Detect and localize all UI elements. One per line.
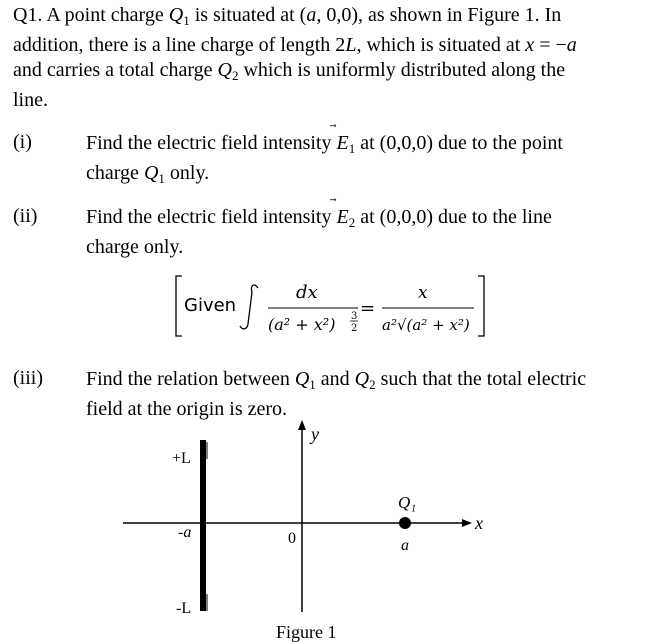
given-denominator-left: (a² + x²) <box>268 315 336 334</box>
y-axis-arrow-icon <box>298 420 306 430</box>
minus-L-label: -L <box>176 600 192 617</box>
part-ii-line-1: Find the electric field intensity E $_2$ at (0,0,0) due to the line <box>86 206 552 230</box>
given-numerator-left: dx <box>296 282 318 303</box>
part-iii-number: (iii) <box>13 367 43 389</box>
intro-line-2: addition, there is a line charge of length 2L, which is situated at x = −a <box>13 34 577 56</box>
svg-text:3: 3 <box>351 311 358 322</box>
part-ii-line-2: charge only. <box>86 236 184 258</box>
x-axis-label: x <box>475 513 483 533</box>
intro-line-1: Q1. A point charge $Q_1$ is situated at (a, 0,0), as shown in Figure 1. In <box>13 4 562 28</box>
part-i-line-1: Find the electric field intensity E $_1$ at (0,0,0) due to the point <box>86 132 563 156</box>
minus-a-label: -a <box>178 524 192 541</box>
x-axis-arrow-icon <box>462 519 472 527</box>
part-iii-line-2: field at the origin is zero. <box>86 398 288 420</box>
point-charge <box>399 517 411 529</box>
part-ii-number: (ii) <box>13 205 38 227</box>
given-equals: = <box>360 298 376 319</box>
a-label: a <box>401 537 409 554</box>
intro-line-4: line. <box>13 89 48 111</box>
part-i-line-2: charge $Q_1$ only. <box>86 162 210 186</box>
intro-line-3: and carries a total charge $Q_2$ which is uniformly distributed along the <box>13 59 566 83</box>
figure-caption: Figure 1 <box>276 622 337 642</box>
given-label: Given <box>184 295 237 316</box>
part-i-number: (i) <box>13 131 32 153</box>
charge-label: Q₁ <box>398 493 417 512</box>
origin-label: 0 <box>288 530 296 547</box>
given-denominator-right: a²√(a² + x²) <box>382 316 470 334</box>
part-iii-line-1: Find the relation between $Q_1$ and $Q_2$ such that the total electric <box>86 368 587 392</box>
given-numerator-right: x <box>418 283 428 303</box>
y-axis-label: y <box>311 424 319 444</box>
plus-L-label: +L <box>172 450 191 467</box>
svg-text:2: 2 <box>351 323 358 334</box>
